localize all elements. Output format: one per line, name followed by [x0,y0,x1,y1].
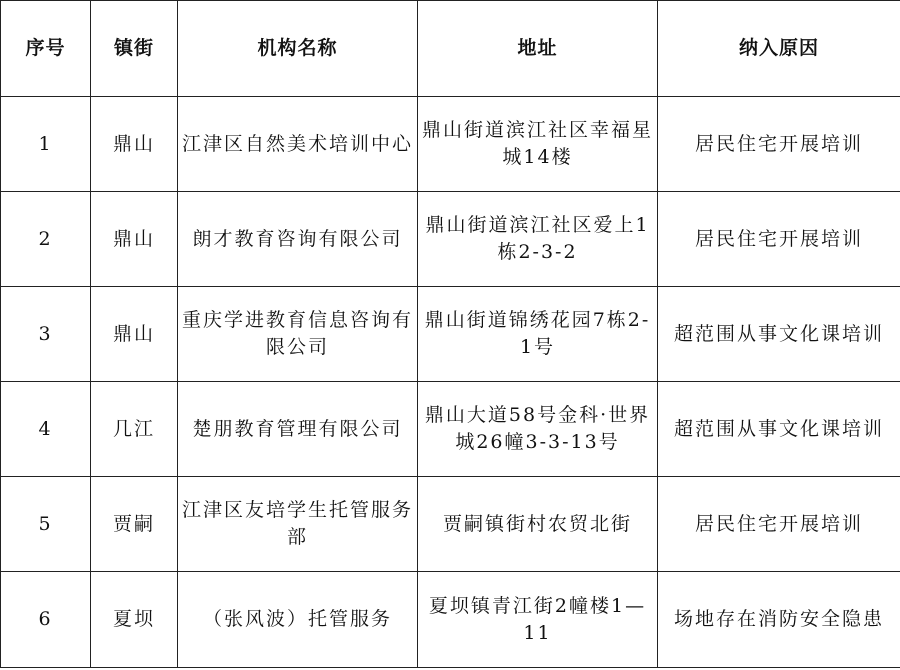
row-address: 鼎山街道锦绣花园7栋2-1号 [418,287,658,382]
row-reason: 居民住宅开展培训 [658,477,900,572]
row-address: 贾嗣镇街村农贸北街 [418,477,658,572]
row-reason: 场地存在消防安全隐患 [658,572,900,668]
row-name: 楚朋教育管理有限公司 [178,382,418,477]
row-town: 鼎山 [91,192,178,287]
row-index: 6 [1,572,91,668]
header-index: 序号 [1,1,91,97]
table-row [1,97,900,192]
row-reason: 居民住宅开展培训 [658,192,900,287]
row-town: 鼎山 [91,287,178,382]
row-address: 夏坝镇青江街2幢楼1—11 [418,572,658,668]
header-name: 机构名称 [178,1,418,97]
table-row [1,192,900,287]
table-row [1,382,900,477]
row-reason: 超范围从事文化课培训 [658,287,900,382]
row-name: 朗才教育咨询有限公司 [178,192,418,287]
table-row [1,572,900,668]
row-name: 江津区自然美术培训中心 [178,97,418,192]
table-row [1,477,900,572]
row-reason: 超范围从事文化课培训 [658,382,900,477]
row-name: 江津区友培学生托管服务部 [178,477,418,572]
row-index: 5 [1,477,91,572]
header-town: 镇街 [91,1,178,97]
row-town: 几江 [91,382,178,477]
row-town: 夏坝 [91,572,178,668]
row-name: （张风波）托管服务 [178,572,418,668]
header-reason: 纳入原因 [658,1,900,97]
row-town: 鼎山 [91,97,178,192]
row-reason: 居民住宅开展培训 [658,97,900,192]
row-town: 贾嗣 [91,477,178,572]
row-index: 4 [1,382,91,477]
row-address: 鼎山街道滨江社区爱上1栋2-3-2 [418,192,658,287]
row-address: 鼎山大道58号金科·世界城26幢3-3-13号 [418,382,658,477]
row-index: 1 [1,97,91,192]
row-address: 鼎山街道滨江社区幸福星城14楼 [418,97,658,192]
row-index: 2 [1,192,91,287]
row-index: 3 [1,287,91,382]
table-header-row [1,1,900,97]
row-name: 重庆学进教育信息咨询有限公司 [178,287,418,382]
header-address: 地址 [418,1,658,97]
table-row [1,287,900,382]
